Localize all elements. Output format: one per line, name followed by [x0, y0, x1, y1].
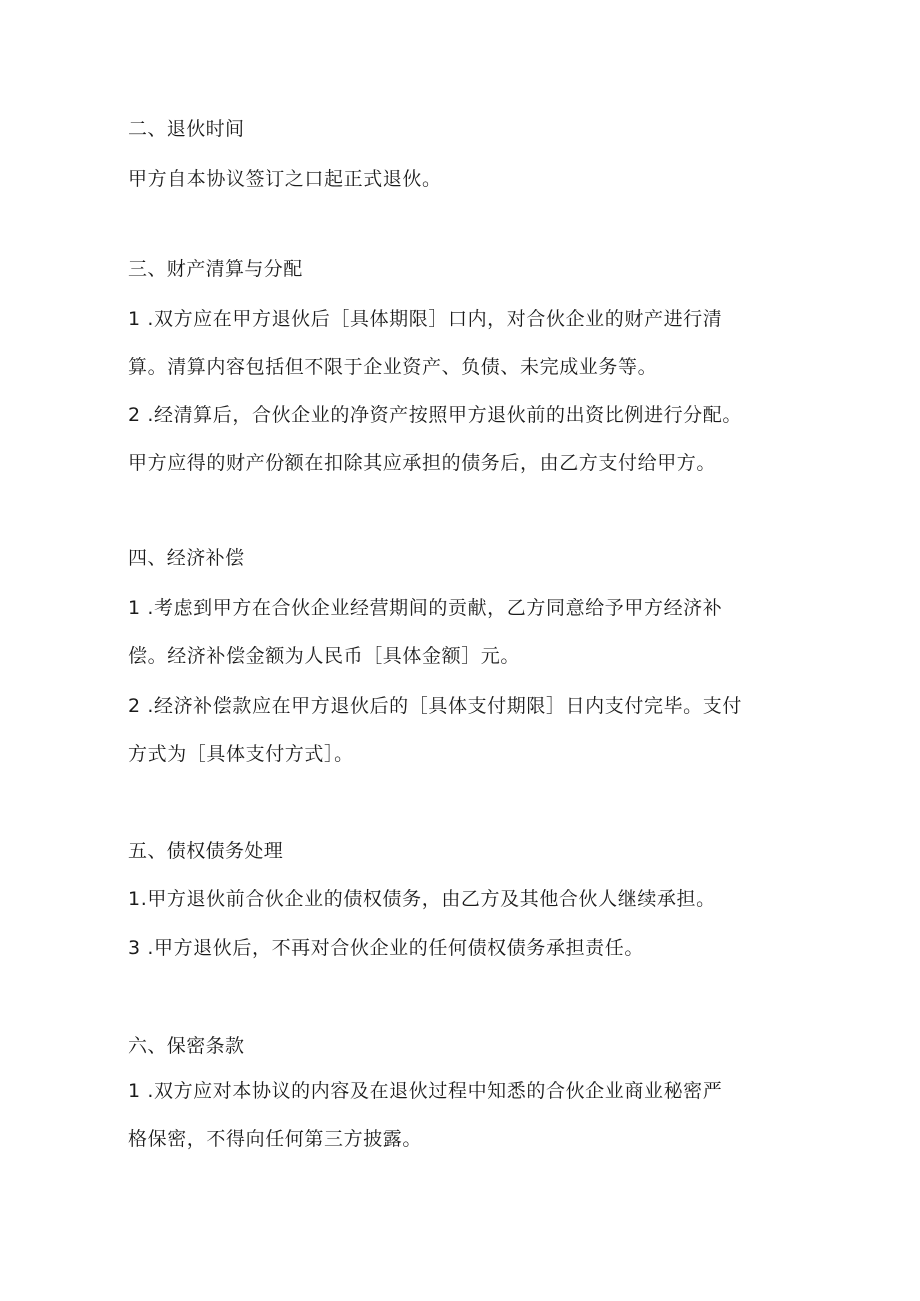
section-heading-property-liquidation: 三、财产清算与分配: [128, 258, 303, 280]
clause-4-1-line-2: 偿。经济补偿金额为人民币［具体金额］元。: [128, 645, 521, 667]
section-heading-economic-compensation: 四、经济补偿: [128, 547, 245, 569]
clause-5-1: 1.甲方退伙前合伙企业的债权债务，由乙方及其他合伙人继续承担。: [128, 888, 716, 910]
section-heading-debt-handling: 五、债权债务处理: [128, 840, 284, 862]
section-heading-withdrawal-time: 二、退伙时间: [128, 118, 245, 140]
clause-6-1-line-2: 格保密，不得向任何第三方披露。: [128, 1128, 423, 1150]
clause-6-1-line-1: 1 .双方应对本协议的内容及在退伙过程中知悉的合伙企业商业秘密严: [128, 1080, 723, 1102]
clause-4-2-line-2: 方式为［具体支付方式］。: [128, 743, 354, 765]
clause-3-2-line-1: 2 .经清算后，合伙企业的净资产按照甲方退伙前的出资比例进行分配。: [128, 404, 742, 426]
paragraph-withdrawal-time: 甲方自本协议签订之口起正式退伙。: [128, 168, 442, 190]
section-heading-confidentiality: 六、保密条款: [128, 1035, 245, 1057]
clause-3-1-line-2: 算。清算内容包括但不限于企业资产、负债、未完成业务等。: [128, 356, 658, 378]
clause-3-1-line-1: 1 .双方应在甲方退伙后［具体期限］口内，对合伙企业的财产进行清: [128, 308, 723, 330]
clause-3-2-line-2: 甲方应得的财产份额在扣除其应承担的债务后，由乙方支付给甲方。: [128, 452, 717, 474]
clause-5-3: 3 .甲方退伙后，不再对合伙企业的任何债权债务承担责任。: [128, 937, 644, 959]
clause-4-2-line-1: 2 .经济补偿款应在甲方退伙后的［具体支付期限］日内支付完毕。支付: [128, 695, 742, 717]
clause-4-1-line-1: 1 .考虑到甲方在合伙企业经营期间的贡献，乙方同意给予甲方经济补: [128, 597, 723, 619]
